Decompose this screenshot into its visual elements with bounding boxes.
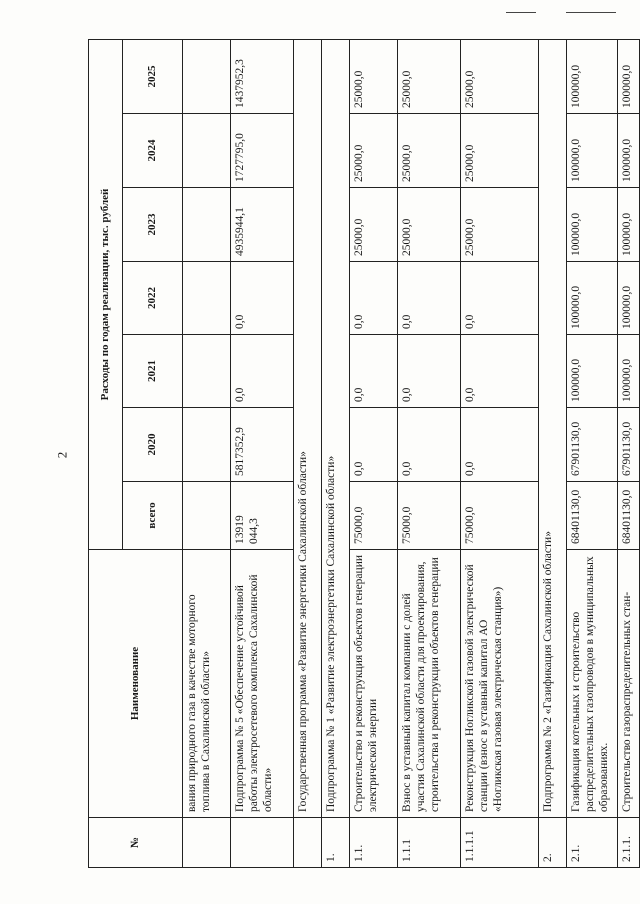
- header-total: всего: [123, 482, 183, 550]
- row-value: 67901130,0: [567, 408, 618, 482]
- row-value: 25000,0: [397, 114, 460, 188]
- row-name: Взнос в уставный капитал компании с долей участия Сахалинской области для проектирования, строительства и реконструкции объектов генерации: [397, 550, 460, 818]
- row-value: 0,0: [350, 335, 398, 408]
- row-number: [183, 818, 231, 868]
- table-row: [618, 40, 640, 868]
- row-number: [293, 818, 321, 868]
- row-number: 2.1.1.: [618, 818, 640, 868]
- program-title: Государственная программа «Развитие энергетики Сахалинской области»: [293, 40, 321, 818]
- row-value: 1727795,0: [230, 114, 293, 188]
- expenses-table: [88, 39, 640, 868]
- row-total: [183, 482, 231, 550]
- row-value: 1437952,3: [230, 40, 293, 114]
- row-value: 67901130,0: [618, 408, 640, 482]
- row-number: 1.1.: [350, 818, 398, 868]
- row-value: 25000,0: [350, 114, 398, 188]
- subprogram-title: Подпрограмма № 1 «Развитие электроэнергетики Сахалинской области»: [321, 40, 349, 818]
- table-row: [350, 40, 398, 868]
- row-number: 2.: [538, 818, 566, 868]
- row-value: [183, 262, 231, 335]
- row-value: 0,0: [460, 335, 538, 408]
- row-value: 100000,0: [618, 188, 640, 262]
- rotated-table-container: [88, 40, 640, 868]
- row-value: 0,0: [397, 262, 460, 335]
- row-value: 0,0: [350, 262, 398, 335]
- row-value: 4935944,1: [230, 188, 293, 262]
- row-total: 75000,0: [460, 482, 538, 550]
- row-total: 75000,0: [397, 482, 460, 550]
- table-row: [230, 40, 293, 868]
- row-value: 100000,0: [618, 335, 640, 408]
- subprogram-title: Подпрограмма № 2 «Газификация Сахалинской области»: [538, 40, 566, 818]
- row-name: Строительство и реконструкция объектов генерации электрической энергии: [350, 550, 398, 818]
- row-name: Газификация котельных и строительство распределительных газопроводов в муниципальных образованиях.: [567, 550, 618, 818]
- row-value: 100000,0: [567, 335, 618, 408]
- row-value: 100000,0: [618, 114, 640, 188]
- row-value: [183, 408, 231, 482]
- row-value: 5817352,9: [230, 408, 293, 482]
- row-name: Реконструкция Ногликской газовой электрической станции (взнос в уставный капитал АО «Ногликская газовая электрическая станция»): [460, 550, 538, 818]
- header-year: 2020: [123, 408, 183, 482]
- row-value: 100000,0: [567, 114, 618, 188]
- table-row: [538, 40, 566, 868]
- row-value: 0,0: [350, 408, 398, 482]
- row-value: 25000,0: [460, 40, 538, 114]
- row-value: 0,0: [397, 335, 460, 408]
- row-total: 75000,0: [350, 482, 398, 550]
- row-value: 0,0: [230, 335, 293, 408]
- row-value: 25000,0: [397, 40, 460, 114]
- row-total: 13919 044,3: [230, 482, 293, 550]
- row-number: 2.1.: [567, 818, 618, 868]
- page-number: 2: [54, 451, 70, 459]
- table-row: [183, 40, 231, 868]
- row-value: 25000,0: [397, 188, 460, 262]
- row-value: 0,0: [397, 408, 460, 482]
- table-row: [567, 40, 618, 868]
- row-number: 1.1.1: [397, 818, 460, 868]
- row-value: 0,0: [230, 262, 293, 335]
- row-number: [230, 818, 293, 868]
- table-row: [397, 40, 460, 868]
- row-value: 25000,0: [460, 188, 538, 262]
- header-name: Наименование: [89, 550, 183, 818]
- scan-mark: [506, 12, 536, 13]
- header-year: 2021: [123, 335, 183, 408]
- row-value: 100000,0: [567, 188, 618, 262]
- header-number: №: [89, 818, 183, 868]
- row-value: 100000,0: [567, 262, 618, 335]
- row-total: 68401130,0: [618, 482, 640, 550]
- row-value: [183, 114, 231, 188]
- row-value: 0,0: [460, 262, 538, 335]
- row-value: [183, 188, 231, 262]
- table-row: [293, 40, 321, 868]
- row-value: [183, 335, 231, 408]
- row-value: 25000,0: [460, 114, 538, 188]
- row-value: 100000,0: [618, 40, 640, 114]
- row-name: Подпрограмма № 5 «Обеспечение устойчивой работы электросетевого комплекса Сахалинской области»: [230, 550, 293, 818]
- header-year: 2022: [123, 262, 183, 335]
- row-number: 1.: [321, 818, 349, 868]
- row-name: вания природного газа в качестве моторного топлива в Сахалинской области»: [183, 550, 231, 818]
- header-year: 2025: [123, 40, 183, 114]
- row-value: 100000,0: [567, 40, 618, 114]
- table-row: [460, 40, 538, 868]
- row-value: 0,0: [460, 408, 538, 482]
- scan-mark: [566, 12, 616, 13]
- header-year: 2024: [123, 114, 183, 188]
- row-value: 25000,0: [350, 188, 398, 262]
- row-value: 25000,0: [350, 40, 398, 114]
- table-row: [321, 40, 349, 868]
- header-expenses: Расходы по годам реализации, тыс. рублей: [89, 40, 123, 550]
- row-number: 1.1.1.1: [460, 818, 538, 868]
- row-value: [183, 40, 231, 114]
- header-year: 2023: [123, 188, 183, 262]
- row-name: Строительство газораспределительных стан-: [618, 550, 640, 818]
- row-total: 68401130,0: [567, 482, 618, 550]
- row-value: 100000,0: [618, 262, 640, 335]
